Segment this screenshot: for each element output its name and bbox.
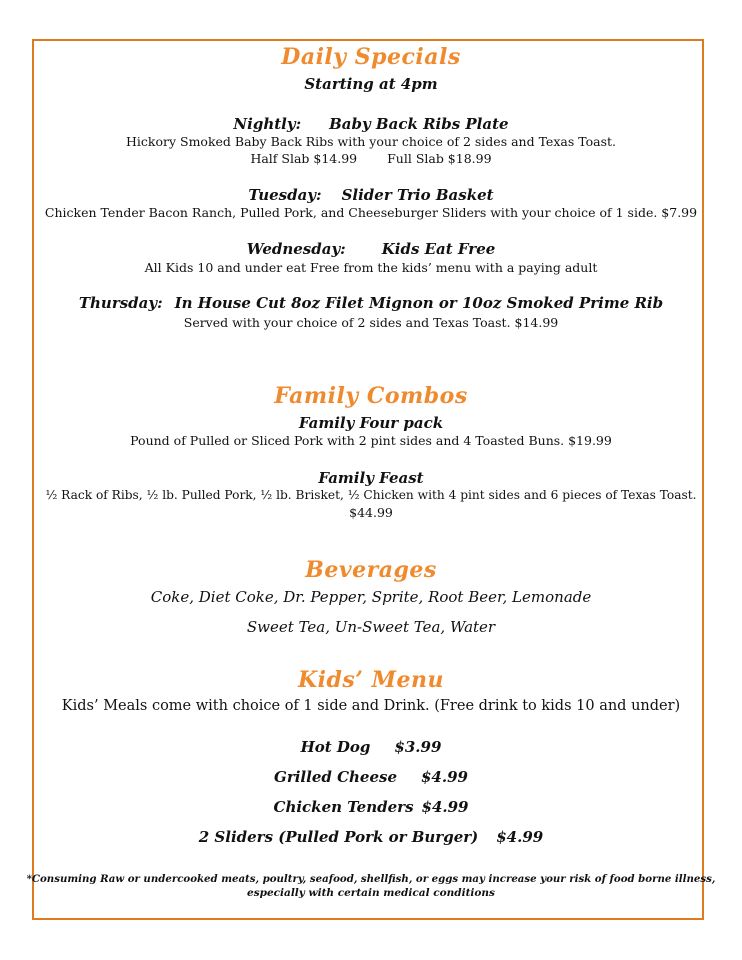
kids-item	[0, 798, 742, 816]
kids-item	[0, 738, 742, 756]
kids-item-price: $4.99	[421, 768, 468, 786]
kids-item-name: Hot Dog	[300, 738, 371, 756]
kids-item-name: Chicken Tenders	[273, 798, 414, 816]
wednesday-description: All Kids 10 and under eat Free from the kids’ menu with a paying adult	[144, 260, 598, 275]
kids-item-name: Grilled Cheese	[274, 768, 397, 786]
tuesday-day: Tuesday:	[248, 186, 322, 204]
nightly-description: Hickory Smoked Baby Back Ribs with your choice of 2 sides and Texas Toast.	[126, 134, 616, 149]
daily-specials-subtitle: Starting at 4pm	[304, 75, 438, 93]
tuesday-item: Slider Trio Basket	[341, 186, 494, 204]
wednesday-special-title	[0, 240, 742, 258]
wednesday-day: Wednesday:	[246, 240, 346, 258]
family-four-pack-title: Family Four pack	[298, 414, 444, 432]
thursday-day: Thursday:	[78, 294, 163, 312]
full-slab-price: Full Slab $18.99	[387, 151, 492, 166]
kids-item	[0, 768, 742, 786]
kids-item-price: $4.99	[496, 828, 544, 846]
beverages-teas: Sweet Tea, Un-Sweet Tea, Water	[246, 618, 496, 636]
daily-specials-heading: Daily Specials	[281, 44, 461, 70]
thursday-description: Served with your choice of 2 sides and Texas Toast. $14.99	[183, 315, 559, 330]
nightly-special-title	[0, 115, 742, 133]
wednesday-item: Kids Eat Free	[381, 240, 496, 258]
family-feast-title: Family Feast	[318, 469, 424, 487]
thursday-item: In House Cut 8oz Filet Mignon or 10oz Smoked Prime Rib	[174, 294, 664, 312]
kids-item-price: $4.99	[421, 798, 469, 816]
kids-menu-heading: Kids’ Menu	[298, 667, 444, 693]
kids-item-price: $3.99	[394, 738, 442, 756]
family-feast-description: ½ Rack of Ribs, ½ lb. Pulled Pork, ½ lb. Brisket, ½ Chicken with 4 pint sides and 6 pieces of Texas Toast.	[45, 488, 697, 502]
nightly-prices	[0, 151, 742, 166]
tuesday-special-title	[0, 186, 742, 204]
half-slab-price: Half Slab $14.99	[250, 151, 358, 166]
kids-menu-intro: Kids’ Meals come with choice of 1 side and Drink. (Free drink to kids 10 and under)	[61, 698, 681, 714]
disclaimer-line-2: especially with certain medical conditions	[247, 887, 495, 899]
tuesday-description: Chicken Tender Bacon Ranch, Pulled Pork, and Cheeseburger Sliders with your choice of 1 side. $7.99	[44, 205, 698, 220]
nightly-item: Baby Back Ribs Plate	[329, 115, 509, 133]
disclaimer-line-1: *Consuming Raw or undercooked meats, poultry, seafood, shellfish, or eggs may increase your risk of food borne illness,	[26, 873, 716, 885]
family-four-pack-description: Pound of Pulled or Sliced Pork with 2 pint sides and 4 Toasted Buns. $19.99	[130, 433, 612, 448]
thursday-special-title	[0, 294, 742, 312]
family-feast-price: $44.99	[349, 505, 393, 520]
family-combos-heading: Family Combos	[274, 383, 468, 409]
kids-item-name: 2 Sliders (Pulled Pork or Burger)	[198, 828, 479, 846]
kids-item	[0, 828, 742, 846]
beverages-sodas: Coke, Diet Coke, Dr. Pepper, Sprite, Root Beer, Lemonade	[150, 588, 592, 606]
nightly-day: Nightly:	[233, 115, 302, 133]
beverages-heading: Beverages	[305, 557, 437, 583]
